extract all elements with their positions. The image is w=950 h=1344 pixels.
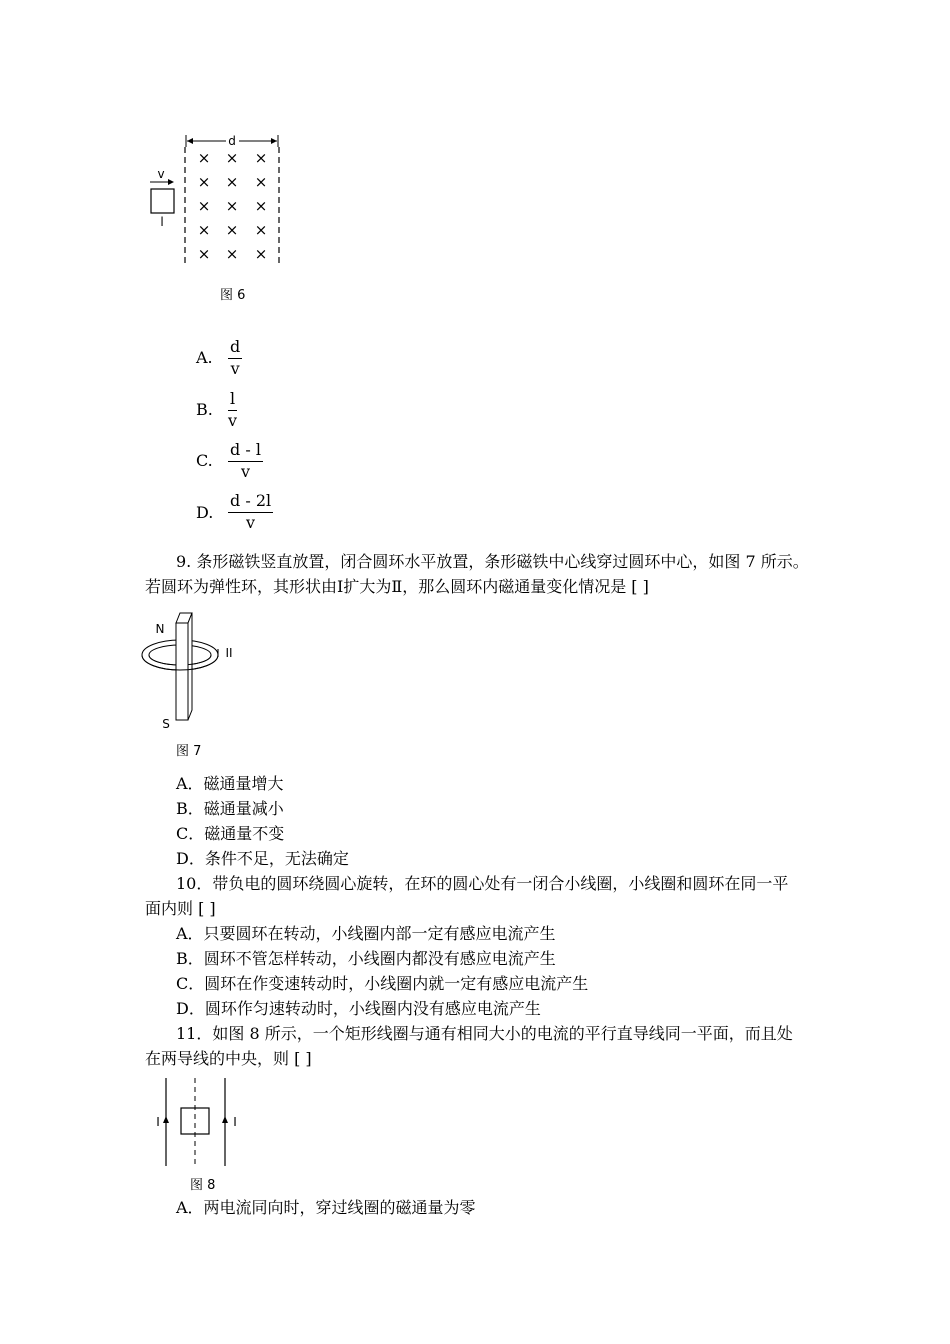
figure-6-diagram bbox=[140, 125, 300, 305]
q10-option-c: C．圆环在作变速转动时，小线圈内就一定有感应电流产生 bbox=[176, 974, 589, 993]
q9-option-c: C．磁通量不变 bbox=[176, 824, 285, 843]
n-pole-label: N bbox=[155, 622, 165, 636]
svg-text:×: × bbox=[197, 245, 211, 263]
option-b-fraction: $\frac{l}{v}$ bbox=[228, 389, 238, 430]
q10-line-2: 面内则 [ ] bbox=[145, 899, 216, 918]
s-pole-label: S bbox=[162, 717, 170, 731]
q11-option-a: A．两电流同向时，穿过线圈的磁通量为零 bbox=[176, 1198, 476, 1217]
svg-text:×: × bbox=[254, 197, 268, 215]
figure-7-caption: 图 7 bbox=[176, 744, 202, 759]
svg-text:×: × bbox=[197, 197, 211, 215]
option-d-fraction: $\frac{d - 2l}{v}$ bbox=[230, 491, 272, 532]
ring-i-label: I bbox=[216, 647, 220, 660]
svg-text:×: × bbox=[254, 149, 268, 167]
l-label: l bbox=[160, 215, 164, 229]
svg-text:×: × bbox=[197, 173, 211, 191]
q10-option-a: A．只要圆环在转动，小线圈内部一定有感应电流产生 bbox=[176, 924, 556, 943]
option-a-fraction: $\frac{d}{v}$ bbox=[230, 337, 241, 378]
q9-option-d: D．条件不足，无法确定 bbox=[176, 849, 349, 868]
option-b-letter: B. bbox=[196, 400, 213, 419]
svg-text:×: × bbox=[254, 173, 268, 191]
d-label: d bbox=[228, 134, 236, 148]
figure-7 bbox=[140, 605, 250, 735]
v-label: v bbox=[157, 167, 165, 181]
option-c-letter: C. bbox=[196, 451, 213, 470]
q9-line-2: 若圆环为弹性环，其形状由Ⅰ扩大为Ⅱ，那么圆环内磁通量变化情况是 [ ] bbox=[145, 577, 649, 596]
figure-8-caption: 图 8 bbox=[190, 1178, 216, 1193]
figure-8 bbox=[150, 1076, 250, 1168]
left-current-label: I bbox=[156, 1115, 160, 1129]
figure-7-diagram bbox=[140, 605, 250, 735]
svg-text:×: × bbox=[254, 221, 268, 239]
svg-text:×: × bbox=[225, 173, 239, 191]
q10-option-d: D．圆环作匀速转动时，小线圈内没有感应电流产生 bbox=[176, 999, 541, 1018]
q11-line-2: 在两导线的中央，则 [ ] bbox=[145, 1049, 312, 1068]
q9-line-1: 9. 条形磁铁竖直放置，闭合圆环水平放置，条形磁铁中心线穿过圆环中心，如图 7 所示。 bbox=[176, 552, 809, 571]
q10-line-1: 10．带负电的圆环绕圆心旋转，在环的圆心处有一闭合小线圈，小线圈和圆环在同一平 bbox=[176, 874, 789, 893]
svg-text:×: × bbox=[197, 149, 211, 167]
q9-option-a: A．磁通量增大 bbox=[176, 774, 284, 793]
q10-option-b: B．圆环不管怎样转动，小线圈内都没有感应电流产生 bbox=[176, 949, 556, 968]
square-coil bbox=[151, 189, 174, 213]
q11-line-1: 11．如图 8 所示，一个矩形线圈与通有相同大小的电流的平行直导线同一平面，而且处 bbox=[176, 1024, 793, 1043]
svg-text:×: × bbox=[225, 197, 239, 215]
option-d-letter: D. bbox=[196, 503, 214, 522]
figure-8-diagram bbox=[150, 1076, 250, 1168]
svg-text:×: × bbox=[225, 221, 239, 239]
figure-6 bbox=[140, 125, 300, 305]
svg-text:×: × bbox=[197, 221, 211, 239]
rectangular-coil bbox=[181, 1108, 209, 1134]
right-current-label: I bbox=[233, 1115, 237, 1129]
figure-6-caption: 图 6 bbox=[220, 288, 246, 303]
svg-text:×: × bbox=[225, 245, 239, 263]
option-a-letter: A. bbox=[196, 348, 213, 367]
svg-text:×: × bbox=[225, 149, 239, 167]
q9-option-b: B．磁通量减小 bbox=[176, 799, 284, 818]
ring-ii-label: II bbox=[225, 646, 233, 660]
option-c-fraction: $\frac{d - l}{v}$ bbox=[230, 440, 261, 481]
magnetic-field-crosses bbox=[198, 149, 268, 263]
svg-text:×: × bbox=[254, 245, 268, 263]
